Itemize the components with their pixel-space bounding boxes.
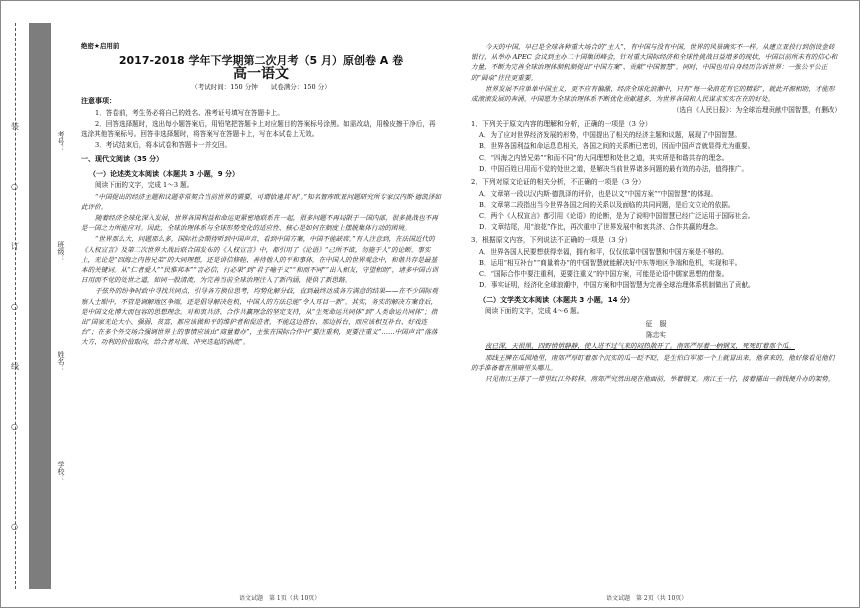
story-paragraph: 只见南江王排了一带里红江外转移。南郊严究然出现在他面前，举着钢叉。南江王一拧，接着擂出一刹钱便升办的架势。 — [485, 374, 835, 383]
story-paragraph: 那线王牌在瓜园地里，南郊严厚盯着那个沉实的瓜一眨不眨，是生怕白军那一个上就冒出来。他拿来的，他好像看见他们的手准备着在黑暗里头哪儿。 — [471, 353, 835, 372]
option: A．文章第一段以汉内斯·德凯泽的评价，也是以文“中国方案”“中国智慧”的体现。 — [479, 189, 717, 198]
gutter-mark: 线 — [11, 362, 19, 371]
option: D．中国百姓日用而不觉的处世之道，是解决当前世界诸多问题的最有效的办法，值得推广。 — [479, 164, 749, 173]
passage-paragraph: 世界发展不应单单中国主义，更不应有偏激，经济全球化浪潮中，只有“每一朵浪花有它的精彩”，就此开源相助，才能形成滚滚发展的奔涌。中国愿为全球治理体系不断优化贡献越多，为世界各国和人民谋求实实在在的好处。 — [471, 84, 835, 104]
passage-paragraph: “中国提出的经济主题和议题非常契合当前世界的需要，可谓恰逢其‘时’。”知名智库欧亚问题研究所专家汉内斯·德凯泽如此评价。 — [81, 192, 442, 211]
class-field-label: 班级： — [57, 241, 65, 262]
question-2: 2．下列对原文论证的相关分析，不正确的一项是（3 分） — [471, 178, 645, 187]
gutter-circle: ○ — [11, 422, 18, 431]
option: B．世界各国利益和命运息息相关，各国之间的关系断已密切，因而中国声音就显得尤为重要。 — [479, 142, 755, 151]
notice-item: 3．考试结束后，将本试卷和答题卡一并交回。 — [95, 141, 232, 150]
notice-heading: 注意事项： — [81, 97, 116, 105]
question-1: 1．下列关于原文内容的理解和分析，正确的一项是（3 分） — [471, 119, 652, 128]
id-field-label: 考号： — [57, 131, 65, 152]
gutter-circle: ○ — [11, 182, 18, 191]
subject-title: 高一语文 — [233, 66, 289, 82]
option: D．文章结尾，用“浪花”作比，再次重申了世界发展中和衷共济、合作共赢的理念。 — [479, 223, 722, 232]
passage-source: （选自《人民日报》：为全球治理贡献中国智慧，有删改） — [672, 106, 841, 115]
confidential-mark: 绝密★启用前 — [81, 42, 120, 50]
story-author: 陈忠实 — [646, 330, 666, 339]
subsection-heading: （一）论述类文本阅读（本题共 3 小题，9 分） — [89, 169, 240, 178]
story-title: 征 服 — [645, 320, 667, 329]
option: A．世界各国人民要想获得幸福，拥有和平，仅仅依靠中国智慧和中国方案是不够的。 — [479, 247, 728, 256]
passage-paragraph: 于弦外的纷争时政中寻找共同点，引导各方换位思考，均势化解分歧，直到最终达成各方满意的结果——在不少国际观察人士眼中，不管是调解地区争端，还是倡导解决危机，中国人的方法总能“令人耳目一新”。其实，务实的解决方案背后，是中国文化博大而包容的思想理念。对和衷共济、合作共赢理念的坚定支持，从“生死命运共同体”到“人类命运共同体”；指出“国家无论大小、强弱、贫富，都应该做和平的维护者和促进者，不能这边搭台、那边拆台，而应该相互补台、好戏连台”；在多个外交场合强调世界上的事情应该由“商量着办”，主张在国际合作中“要注重利，更要注重义”……中国声音“落落大方、功利的价值取向，给合者对战、冲突迭起的涡流”。 — [81, 287, 438, 347]
page-2 — [471, 41, 841, 385]
subsection-heading: （二）文学类文本阅读（本题共 3 小题，14 分） — [479, 295, 634, 304]
gutter-circle: ○ — [11, 522, 18, 531]
exam-info: （考试时间：150 分钟 试卷满分：150 分） — [191, 82, 331, 91]
passage-paragraph: 今天的中国，早已是全球各种重大场合的“主人”，有中国与没有中国，世界的风景确实不一样。从建立亚投行到创设金砖银行，从举办 APEC 会议到主办二十国集团峰会，针对重大国际经济和全球性挑战日益增多的现状，中国以前所未有的信心和力量，不断为完善全球治理体制机制提出“中国方案”、贡献“中国智慧”。同时，中国也用自身经历告诉世界：一张公平公正的“圆桌”往往更重要。 — [471, 43, 838, 82]
school-field-label: 学校： — [57, 461, 65, 482]
name-field-label: 姓名： — [57, 351, 65, 372]
page-footer-1: 语文试题 第 1页（共 10页） — [239, 595, 321, 602]
option: A．为了应对世界经济发展的形势，中国提出了相关的经济主题和议题，展现了中国智慧。 — [479, 131, 741, 140]
reading-instruction: 阅读下面的文字，完成 1～3 题。 — [95, 181, 194, 190]
option: C．两个《人权宣言》都引用《论语》的论断，是为了说明中国智慧已经广泛运用于国际社会。 — [479, 211, 755, 220]
story-paragraph: 夜已深，天很黑，四野悄悄静静，使人进不过气来的闷热散开了。南郊严厚着一柄钢叉，死死盯着那个瓜。 — [485, 342, 795, 351]
page-1 — [81, 41, 441, 349]
gutter-mark: 订 — [11, 242, 19, 251]
option: C．“四海之内皆兄弟”“和而不同”的大同理想和处世之道，其实所是和谐共存的理念。 — [479, 153, 729, 162]
gutter-band — [29, 23, 51, 589]
option: B．文章第二段指出当今世界各国之间的关系以及面临的共同问题，是后文立论的依据。 — [479, 200, 735, 209]
question-3: 3．根据原文内容，下列说法不正确的一项是（3 分） — [471, 236, 632, 245]
notice-item: 2．回答选择题时，选出每小题答案后，用铅笔把答题卡上对应题目的答案标号涂黑。如需改动，用橡皮擦干净后，再选涂其他答案标号。回答非选择题时，将答案写在答题卡上，写在本试卷上无效。 — [81, 119, 436, 138]
page-footer-2: 语文试题 第 2页（共 10页） — [606, 595, 688, 602]
gutter-circle: ○ — [11, 302, 18, 311]
passage-paragraph: “世界那么大，问题那么多，国际社会期待听到中国声音、看到中国方案，中国不能缺席。”有人注意到，在法国近代的《人权宣言》及第二次世界大战后联合国发布的《人权宣言》中，都引用了《论语》“己所不欲，勿施于人”的论断。事实上，无论是“四海之内皆兄弟”的大同理想，还是讲信修睦、善待他人的平和事体，在中国人的世界观念中，和谐共存是最基本的关键词。从“仁者爱人”“民惟邦本”“言必信，行必果”到“君子喻于义”“和而不同”“出入相友，守望相助”，诸多中国古训日用而不觉的处世之道，如同一股清流，为完善当前全球治理注入了新内涵，提供了新思路。 — [81, 235, 438, 285]
student-info-column — [51, 41, 71, 581]
reading-instruction: 阅读下面的文字，完成 4～6 题。 — [485, 307, 584, 316]
gutter-mark: 装 — [11, 122, 19, 131]
exam-title: 2017-2018 学年下学期第二次月考（5 月）原创卷 A 卷 — [118, 53, 404, 67]
option: D．事实证明，经济化全球浪潮中，中国方案和中国智慧为完善全球治理体系机制做出了贡献。 — [479, 281, 755, 290]
section-heading: 一、现代文阅读（35 分） — [81, 155, 164, 164]
passage-paragraph: 随着经济全球化深入发展，世界各国利益和命运更紧密地联系在一起，很多问题不再局限于一国内部，很多挑战也不再是一国之力所能应对。因此，全球治理体系与全球形势变化的适应性、核心是如何在制度上摆脱集体行动的困境。 — [81, 213, 438, 233]
option: C．“国际合作中要注重利，更要注重义”的中国方案，可能是论语中儒家思想的借鉴。 — [479, 270, 729, 279]
notice-item: 1．答卷前，考生务必将自己的姓名、准考证号填写在答题卡上。 — [95, 108, 284, 117]
option: B．运用“相互补台”“商量着办”的中国智慧就能解决好中东等地区争端和危机，实现和平。 — [479, 259, 742, 268]
